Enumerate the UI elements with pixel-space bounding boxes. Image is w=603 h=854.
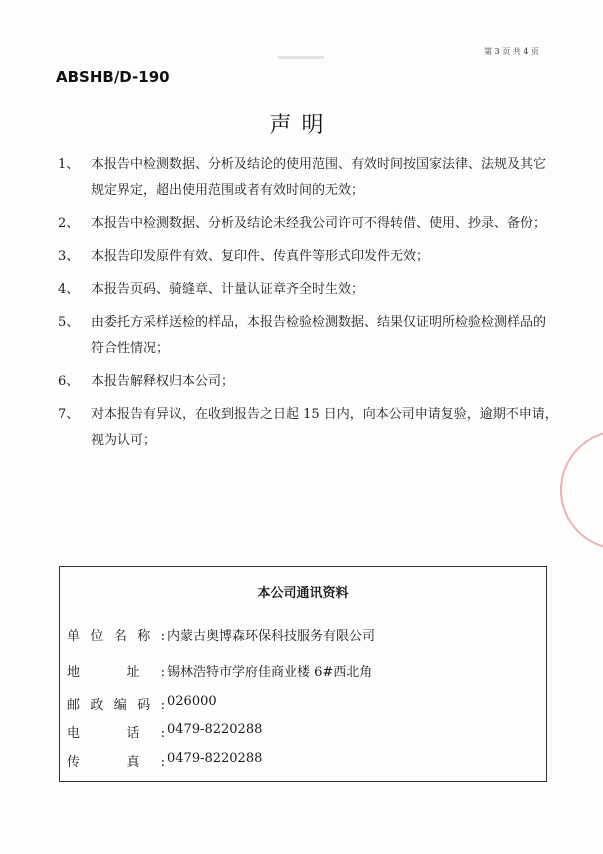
statement-list [58, 152, 558, 461]
statement-item [58, 369, 558, 395]
statement-number: 5、 [58, 315, 80, 330]
row-label: 电 话: [67, 726, 165, 741]
row-value: 内蒙古奥博森环保科技服务有限公司 [167, 629, 376, 644]
fax-row [67, 751, 263, 770]
statement-text: 本报告页码、骑缝章、计量认证章齐全时生效； [91, 282, 365, 297]
address-row [67, 661, 373, 680]
statement-text: 本报告中检测数据、分析及结论未经我公司许可不得转借、使用、抄录、备份； [91, 216, 547, 231]
statement-number: 1、 [58, 157, 80, 172]
row-value: 0479-8220288 [167, 722, 263, 737]
phone-row [67, 722, 263, 741]
statement-number: 4、 [58, 282, 80, 297]
statement-item [58, 277, 558, 303]
statement-item [58, 310, 558, 362]
document-code: ABSHB/D-190 [56, 68, 170, 86]
seal-stamp [560, 430, 603, 550]
row-label: 传 真: [67, 755, 165, 770]
statement-number: 3、 [58, 249, 80, 264]
statement-item [58, 211, 558, 237]
postal-code-row [67, 694, 217, 713]
statement-number: 6、 [58, 374, 80, 389]
page-title: 声明 [269, 113, 334, 138]
row-value: 026000 [167, 694, 217, 709]
statement-text: 本报告印发原件有效、复印件、传真件等形式印发件无效； [91, 249, 430, 264]
statement-number: 7、 [58, 407, 80, 422]
row-value: 锡林浩特市学府佳商业楼 6#西北角 [167, 665, 373, 680]
statement-text: 本报告解释权归本公司； [91, 374, 235, 389]
statement-item [58, 244, 558, 270]
statement-number: 2、 [58, 216, 80, 231]
statement-text: 对本报告有异议，在收到报告之日起 15 日内，向本公司申请复验，逾期不申请，视为认可； [91, 407, 558, 448]
row-label: 邮政编码: [67, 698, 165, 713]
contact-info-title: 本公司通讯资料 [257, 586, 349, 601]
statement-text: 本报告中检测数据、分析及结论的使用范围、有效时间按国家法律、法规及其它规定界定，超出使用范围或者有效时间的无效； [91, 157, 547, 198]
page-number: 第 3 页 共 4 页 [484, 47, 539, 56]
statement-text: 由委托方采样送检的样品，本报告检验检测数据、结果仅证明所检验检测样品的符合性情况； [91, 315, 547, 356]
row-label: 单位名称: [67, 629, 165, 644]
scan-smudge [278, 56, 324, 59]
contact-info-box [59, 566, 547, 782]
row-value: 0479-8220288 [167, 751, 263, 766]
row-label: 地 址: [67, 665, 165, 680]
statement-item [58, 402, 558, 454]
statement-item [58, 152, 558, 204]
company-name-row [67, 625, 376, 644]
